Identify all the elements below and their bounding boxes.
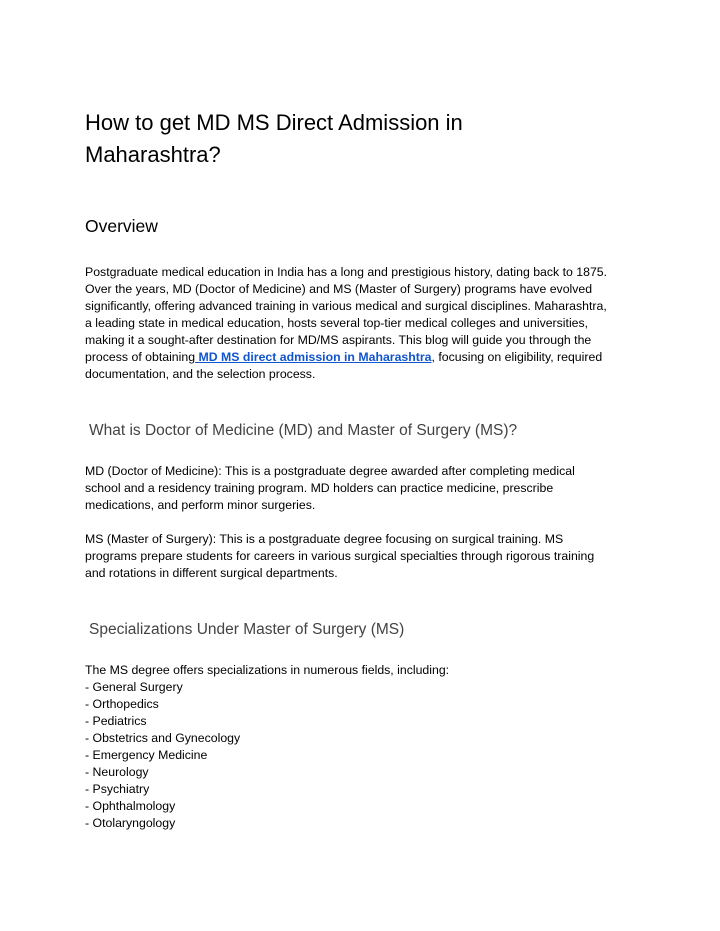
paragraph-line: school and a residency training program. MD holders can practice medicine, prescribe (85, 481, 554, 495)
list-item: - Psychiatry (85, 782, 150, 796)
title-line: How to get MD MS Direct Admission in (85, 110, 463, 135)
paragraph-line: significantly, offering advanced training in various medical and surgical disciplines. Maharashtra, (85, 299, 607, 313)
list-item: - Neurology (85, 765, 149, 779)
specializations-heading: Specializations Under Master of Surgery (MS) (89, 621, 405, 638)
paragraph-line: documentation, and the selection process. (85, 367, 316, 381)
specializations-intro: The MS degree offers specializations in numerous fields, including: (85, 663, 450, 677)
list-item: - Otolaryngology (85, 816, 176, 830)
list-item: - Obstetrics and Gynecology (85, 731, 241, 745)
specializations-list (85, 662, 645, 832)
list-item: - General Surgery (85, 680, 183, 694)
paragraph-line: Postgraduate medical education in India has a long and prestigious history, dating back to 1875. (85, 265, 608, 279)
link-lead-text: process of obtaining (85, 350, 196, 364)
paragraph-line: MS (Master of Surgery): This is a postgraduate degree focusing on surgical training. MS (85, 532, 564, 546)
list-item: - Ophthalmology (85, 799, 176, 813)
paragraph-line: making it a sought-after destination for MD/MS aspirants. This blog will guide you through the (85, 333, 592, 347)
list-item: - Emergency Medicine (85, 748, 208, 762)
list-item: - Pediatrics (85, 714, 147, 728)
md-ms-heading: What is Doctor of Medicine (MD) and Master of Surgery (MS)? (89, 422, 518, 439)
paragraph-line: MD (Doctor of Medicine): This is a postgraduate degree awarded after completing medical (85, 464, 575, 478)
md-ms-admission-link[interactable]: MD MS direct admission in Maharashtra (195, 350, 432, 364)
title-line: Maharashtra? (85, 142, 221, 167)
paragraph-line: medications, and perform minor surgeries. (85, 498, 316, 512)
list-item: - Orthopedics (85, 697, 159, 711)
ms-definition-paragraph (85, 531, 645, 582)
link-trail-text: , focusing on eligibility, required (431, 350, 603, 364)
paragraph-line: Over the years, MD (Doctor of Medicine) and MS (Master of Surgery) programs have evolved (85, 282, 593, 296)
paragraph-line-with-link (85, 349, 645, 366)
paragraph-line: a leading state in medical education, hosts several top-tier medical colleges and universities, (85, 316, 589, 330)
overview-paragraph (85, 264, 645, 383)
md-definition-paragraph (85, 463, 645, 514)
paragraph-line: programs prepare students for careers in various surgical specialties through rigorous training (85, 549, 595, 563)
paragraph-line: and rotations in different surgical departments. (85, 566, 338, 580)
page-title (85, 107, 605, 171)
overview-heading: Overview (85, 216, 158, 236)
